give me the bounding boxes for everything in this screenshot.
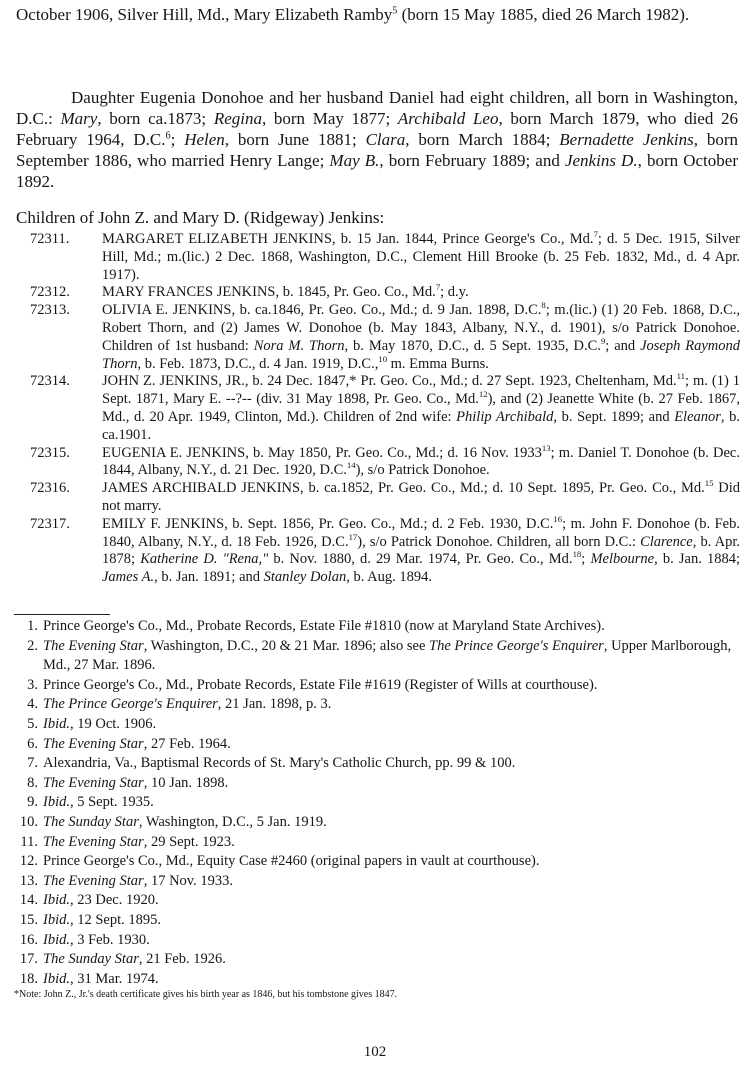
text-run: , 12 Sept. 1895. xyxy=(69,911,162,928)
text-run: , b. Sept. 1899; and xyxy=(553,408,675,425)
italic-text: Stanley Dolan xyxy=(263,569,347,586)
text-run: ), and (2) Jeanette White (b. 27 Feb. 1867, Md., d. 20 Apr. 1949, Clinton, Md.). Children of 2nd wife: xyxy=(102,391,740,425)
genealogy-entry xyxy=(30,231,740,284)
text-run: , 21 Jan. 1898, p. 3. xyxy=(217,696,332,713)
italic-text: Ibid. xyxy=(43,911,70,928)
text-run: , Washington, D.C., 20 & 21 Mar. 1896; also see xyxy=(143,637,430,654)
text-run: , Upper Marlborough, Md., 27 Mar. 1896. xyxy=(43,637,732,674)
entry-text xyxy=(102,231,740,284)
text-run: ; xyxy=(581,551,591,568)
genealogy-entries xyxy=(30,231,740,587)
genealogy-entry xyxy=(30,480,740,516)
footnote-number: 16. xyxy=(19,931,38,948)
text-run: EUGENIA E. JENKINS, b. May 1850, Pr. Geo. Co., Md.; d. 16 Nov. 1933 xyxy=(102,444,542,461)
paragraph-donohoe-children xyxy=(16,87,738,192)
footnote-text xyxy=(43,793,744,813)
footnote-ref: 8 xyxy=(541,300,546,311)
italic-text: Melbourne xyxy=(590,551,655,568)
text-run: b. Nov. 1880, d. 29 Mar. 1974, Pr. Geo. Co., Md. xyxy=(268,551,573,568)
text-run: , b. Feb. 1873, D.C., d. 4 Jan. 1919, D.C., xyxy=(137,355,379,372)
text-run: , 23 Dec. 1920. xyxy=(69,892,159,909)
footnote xyxy=(14,676,744,696)
entry-number: 72311. xyxy=(30,231,70,247)
italic-text: Ibid. xyxy=(43,931,70,948)
italic-text: The Prince George's Enquirer xyxy=(43,696,218,713)
footnote xyxy=(14,735,744,755)
footnote-text xyxy=(43,637,744,676)
footnote xyxy=(14,637,744,676)
italic-text: Nora M. Thorn xyxy=(253,337,345,354)
entry-number: 72316. xyxy=(30,480,70,497)
text-run: ), s/o Patrick Donohoe. xyxy=(355,462,490,479)
footnote-number: 1. xyxy=(27,618,38,634)
paragraph-continuation xyxy=(16,4,738,25)
text-run: October 1906, Silver Hill, Md., Mary Elizabeth Ramby xyxy=(16,5,393,24)
text-run: EMILY F. JENKINS, b. Sept. 1856, Pr. Geo. Co., Md.; d. 2 Feb. 1930, D.C. xyxy=(102,515,554,532)
italic-text: Philip Archibald xyxy=(456,408,554,425)
footnote-text xyxy=(43,833,744,853)
genealogy-entry xyxy=(30,373,740,444)
genealogy-entry xyxy=(30,284,740,302)
text-run: , 31 Mar. 1974. xyxy=(69,970,159,987)
text-run: , born September 1886, who married Henry Lange; xyxy=(16,130,738,170)
italic-text: The Sunday Star xyxy=(43,813,139,830)
text-run: Did not marry. xyxy=(102,480,740,514)
footnote-text xyxy=(43,872,744,892)
entry-text xyxy=(102,480,740,516)
footnote-number: 5. xyxy=(27,715,38,732)
italic-text: Joseph Raymond Thorn xyxy=(102,337,740,372)
italic-text: The Evening Star xyxy=(43,637,144,654)
footnote-ref: 11 xyxy=(676,371,685,382)
footnotes-list xyxy=(14,617,744,989)
italic-text: May B. xyxy=(329,151,380,170)
entry-number: 72315. xyxy=(30,444,70,461)
footnote-number: 17. xyxy=(19,951,38,968)
footnote-text xyxy=(43,715,744,735)
footnote xyxy=(14,774,744,794)
footnote-number: 8. xyxy=(27,774,38,791)
footnote-text xyxy=(43,813,744,833)
footnote-text xyxy=(43,676,744,696)
footnote-ref: 10 xyxy=(378,353,388,364)
italic-text: The Sunday Star xyxy=(43,951,139,968)
italic-text: The Evening Star xyxy=(43,735,144,752)
page-number: 102 xyxy=(363,1044,387,1060)
entry-number: 72312. xyxy=(30,284,70,301)
text-run: , 5 Sept. 1935. xyxy=(69,794,154,811)
footnote-ref: 7 xyxy=(435,282,441,293)
text-run: (born 15 May 1885, died 26 March 1982). xyxy=(397,5,690,24)
italic-text: Helen xyxy=(184,130,225,149)
italic-text: Clarence xyxy=(640,533,693,550)
footnote-ref: 13 xyxy=(541,442,551,453)
italic-text: Ibid. xyxy=(43,794,70,811)
text-run: JOHN Z. JENKINS, JR., b. 24 Dec. 1847,* Pr. Geo. Co., Md.; d. 27 Sept. 1923, Cheltenham, Md. xyxy=(102,373,677,390)
italic-text: The Evening Star xyxy=(43,872,144,889)
text-run: ; d.y. xyxy=(440,284,469,301)
footnote xyxy=(14,715,744,735)
footnote-ref: 18 xyxy=(572,549,582,560)
footnote-number: 18. xyxy=(19,970,38,987)
footnote-number: 7. xyxy=(27,755,38,772)
footnote xyxy=(14,813,744,833)
text-run: , b. Jan. 1884; xyxy=(654,551,741,568)
footnote-text xyxy=(43,950,744,970)
text-run: , 27 Feb. 1964. xyxy=(143,735,231,752)
text-run: Alexandria, Va., Baptismal Records of St. Mary's Catholic Church, pp. 99 & 100. xyxy=(43,755,516,772)
text-run: ; d. 5 Dec. 1915, Silver Hill, Md.; m.(lic.) 2 Dec. 1868, Washington, D.C., Clement Hill Brooke (b. 25 Feb. 1832, Md., d. 4 Apr. 1917). xyxy=(102,231,740,283)
footnote-number: 6. xyxy=(27,735,38,752)
footnote-number: 11. xyxy=(20,833,38,850)
italic-text: Mary xyxy=(60,109,98,128)
footnote-number: 10. xyxy=(19,813,38,830)
footnote xyxy=(14,950,744,970)
footnote-text xyxy=(43,695,744,715)
italic-text: Ibid. xyxy=(43,970,70,987)
footnote-number: 4. xyxy=(27,696,38,713)
italic-text: James A. xyxy=(102,569,155,586)
text-run: , born March 1879, who died 26 February 1964, D.C. xyxy=(16,109,739,149)
footnote xyxy=(14,911,744,931)
footnote-ref: 15 xyxy=(704,478,714,489)
footnote-text xyxy=(43,891,744,911)
footnote-text xyxy=(43,617,744,637)
footnote-number: 14. xyxy=(19,892,38,909)
footnote-divider xyxy=(14,614,110,615)
text-run: , born March 1884; xyxy=(405,130,560,149)
text-run: , 29 Sept. 1923. xyxy=(143,833,235,850)
text-run: , born June 1881; xyxy=(224,130,366,149)
footnote-ref: 7 xyxy=(593,229,598,240)
footnote xyxy=(14,931,744,951)
footnote xyxy=(14,891,744,911)
footnote-text xyxy=(43,911,744,931)
entry-text xyxy=(102,442,740,481)
footnote xyxy=(14,833,744,853)
italic-text: Clara xyxy=(365,130,406,149)
footnote-number: 12. xyxy=(19,853,38,870)
entry-text xyxy=(102,302,740,373)
text-run: , b. ca.1901. xyxy=(102,408,741,443)
text-run: JAMES ARCHIBALD JENKINS, b. ca.1852, Pr. Geo. Co., Md.; d. 10 Sept. 1895, Pr. Geo. Co., Md. xyxy=(102,480,705,497)
text-run: , b. Aug. 1894. xyxy=(346,569,432,586)
italic-text: Bernadette Jenkins xyxy=(559,130,694,149)
italic-text: Katherine D. "Rena," xyxy=(140,551,269,568)
text-run: Prince George's Co., Md., Probate Records, Estate File #1810 (now at Maryland State Archives). xyxy=(43,618,605,634)
tombstone-note: *Note: John Z., Jr.'s death certificate gives his birth year as 1846, but his tombstone gives 1847. xyxy=(14,989,398,1000)
footnote xyxy=(14,695,744,715)
text-run: Prince George's Co., Md., Equity Case #2460 (original papers in vault at courthouse). xyxy=(43,853,540,870)
footnote-ref: 12 xyxy=(478,389,488,400)
entry-text xyxy=(102,373,740,444)
italic-text: Regina xyxy=(213,109,262,128)
italic-text: Archibald Leo xyxy=(397,109,499,128)
italic-text: Ibid. xyxy=(43,892,70,909)
footnote-ref: 14 xyxy=(346,460,356,471)
text-run: m. Emma Burns. xyxy=(387,355,489,372)
footnote-ref: 16 xyxy=(553,513,563,524)
text-run: , b. Apr. 1878; xyxy=(102,533,740,568)
entry-number: 72314. xyxy=(30,373,70,390)
italic-text: Ibid. xyxy=(43,715,70,732)
footnote-ref: 9 xyxy=(600,335,606,346)
text-run: , born February 1889; and xyxy=(379,151,565,170)
text-run: MARGARET ELIZABETH JENKINS, b. 15 Jan. 1844, Prince George's Co., Md. xyxy=(102,231,594,247)
footnote-ref: 5 xyxy=(392,5,398,17)
text-run: ; m. Daniel T. Donohoe (b. Dec. 1844, Albany, N.Y., d. 21 Dec. 1920, D.C. xyxy=(102,444,740,479)
text-run: , 3 Feb. 1930. xyxy=(69,931,150,948)
footnote xyxy=(14,872,744,892)
footnote xyxy=(14,754,744,774)
italic-text: The Prince George's Enquirer xyxy=(429,637,604,654)
entry-number: 72313. xyxy=(30,302,70,319)
footnote-number: 9. xyxy=(27,794,38,811)
entry-text xyxy=(102,513,741,587)
text-run: Daughter Eugenia Donohoe and her husband Daniel had eight children, all born in Washington, D.C.: xyxy=(16,88,738,128)
footnote xyxy=(14,970,744,990)
footnote-number: 15. xyxy=(19,911,38,928)
footnote-number: 13. xyxy=(19,872,38,889)
footnote-number: 2. xyxy=(27,637,38,654)
italic-text: The Evening Star xyxy=(43,774,144,791)
genealogy-entry xyxy=(30,442,740,481)
text-run: , born October 1892. xyxy=(16,151,738,191)
footnote-text xyxy=(43,852,744,872)
text-run: ; m. John F. Donohoe (b. Feb. 1840, Albany, N.Y., d. 18 Feb. 1926, D.C. xyxy=(102,515,740,550)
footnote-text xyxy=(43,931,744,951)
footnote-text xyxy=(43,970,744,990)
text-run: , 19 Oct. 1906. xyxy=(69,715,157,732)
text-run: , 21 Feb. 1926. xyxy=(138,951,226,968)
text-run: ; xyxy=(170,130,185,149)
footnote-ref: 17 xyxy=(348,531,358,542)
entry-number: 72317. xyxy=(30,515,70,532)
text-run: , 10 Jan. 1898. xyxy=(143,774,229,791)
text-run: OLIVIA E. JENKINS, b. ca.1846, Pr. Geo. Co., Md.; d. 9 Jan. 1898, D.C. xyxy=(102,302,542,319)
text-run: , b. Jan. 1891; and xyxy=(154,569,264,586)
text-run: , Washington, D.C., 5 Jan. 1919. xyxy=(138,813,327,830)
footnote-ref: 6 xyxy=(165,130,171,142)
footnote xyxy=(14,617,744,637)
footnote-number: 3. xyxy=(27,676,38,693)
footnote xyxy=(14,793,744,813)
text-run: MARY FRANCES JENKINS, b. 1845, Pr. Geo. Co., Md. xyxy=(102,284,436,301)
text-run: , 17 Nov. 1933. xyxy=(143,872,233,889)
text-run: , b. May 1870, D.C., d. 5 Sept. 1935, D.C. xyxy=(344,337,601,354)
footnote-text xyxy=(43,754,744,774)
italic-text: Jenkins D. xyxy=(564,151,638,170)
text-run: ; m. (1) 1 Sept. 1871, Mary E. --?-- (div. 31 May 1898, Pr. Geo. Co., Md. xyxy=(102,373,740,408)
text-run: ), s/o Patrick Donohoe. Children, all born D.C.: xyxy=(357,533,641,550)
genealogy-entry xyxy=(30,513,741,587)
entry-text xyxy=(102,284,740,302)
text-run: , born May 1877; xyxy=(261,109,398,128)
children-heading: Children of John Z. and Mary D. (Ridgeway) Jenkins: xyxy=(16,208,385,227)
italic-text: The Evening Star xyxy=(43,833,144,850)
text-run: ; and xyxy=(605,337,641,354)
footnote-text xyxy=(43,774,744,794)
footnote-text xyxy=(43,735,744,755)
text-run: , born ca.1873; xyxy=(97,109,214,128)
text-run: ; m.(lic.) (1) 20 Feb. 1868, D.C., Robert Thorn, and (2) James W. Donohoe (b. May 1843, Albany, N.Y., d. 1901), s/o Patrick Donohoe. Children of 1st husband: xyxy=(102,302,740,354)
italic-text: Eleanor xyxy=(674,408,721,425)
genealogy-entry xyxy=(30,302,740,373)
footnote xyxy=(14,852,744,872)
text-run: Prince George's Co., Md., Probate Records, Estate File #1619 (Register of Wills at courthouse). xyxy=(43,676,598,693)
